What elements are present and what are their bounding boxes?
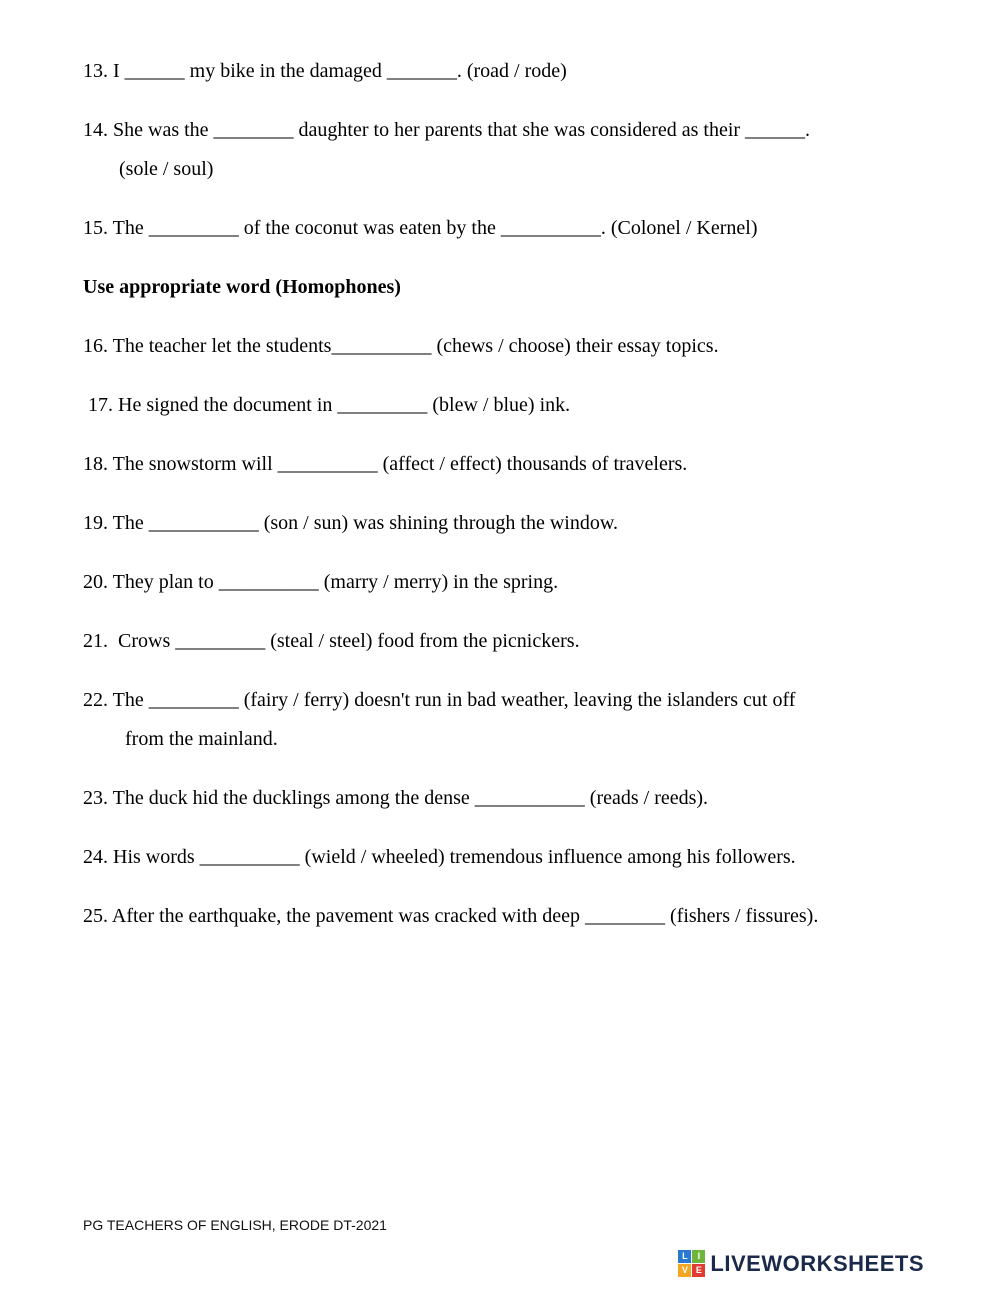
- question-text: 21. Crows _________ (steal / steel) food from the picnickers.: [83, 630, 580, 652]
- question-20: [83, 569, 956, 595]
- question-text: 24. His words __________ (wield / wheeled) tremendous influence among his followers.: [83, 846, 796, 868]
- question-text: 25. After the earthquake, the pavement was cracked with deep ________ (fishers / fissures).: [83, 905, 819, 927]
- question-24: [83, 844, 956, 870]
- question-text-continuation: from the mainland.: [125, 728, 278, 750]
- section-heading: Use appropriate word (Homophones): [83, 276, 401, 298]
- question-17: [83, 392, 956, 418]
- question-list: [83, 58, 956, 929]
- question-15: [83, 215, 956, 241]
- question-text: 23. The duck hid the ducklings among the dense ___________ (reads / reeds).: [83, 787, 709, 809]
- question-text: 17. He signed the document in _________ (blew / blue) ink.: [83, 394, 571, 416]
- question-text: 13. I ______ my bike in the damaged _______. (road / rode): [83, 60, 567, 82]
- liveworksheets-wordmark: LIVEWORKSHEETS: [710, 1250, 924, 1276]
- logo-square-l: L: [678, 1250, 691, 1263]
- question-text: 15. The _________ of the coconut was eaten by the __________. (Colonel / Kernel): [83, 217, 758, 239]
- question-text: 19. The ___________ (son / sun) was shining through the window.: [83, 512, 618, 534]
- question-22: [83, 687, 956, 752]
- logo-square-v: V: [678, 1264, 691, 1277]
- liveworksheets-logo-link[interactable]: [678, 1250, 924, 1277]
- logo-square-i: I: [692, 1250, 705, 1263]
- question-25: [83, 903, 956, 929]
- question-19: [83, 510, 956, 536]
- question-14: [83, 117, 956, 182]
- question-text: 22. The _________ (fairy / ferry) doesn't run in bad weather, leaving the islanders cut off: [83, 689, 796, 711]
- question-21: [83, 628, 956, 654]
- question-18: [83, 451, 956, 477]
- question-13: [83, 58, 956, 84]
- question-16: [83, 333, 956, 359]
- question-text-continuation: (sole / soul): [119, 158, 214, 180]
- question-text: 18. The snowstorm will __________ (affect / effect) thousands of travelers.: [83, 453, 688, 475]
- question-text: 20. They plan to __________ (marry / merry) in the spring.: [83, 571, 559, 593]
- question-23: [83, 785, 956, 811]
- logo-square-e: E: [692, 1264, 705, 1277]
- question-text: 16. The teacher let the students__________ (chews / choose) their essay topics.: [83, 335, 719, 357]
- liveworksheets-grid-icon: [678, 1250, 705, 1277]
- footer-credit: PG TEACHERS OF ENGLISH, ERODE DT-2021: [83, 1217, 387, 1233]
- question-text: 14. She was the ________ daughter to her parents that she was considered as their ______.: [83, 119, 811, 141]
